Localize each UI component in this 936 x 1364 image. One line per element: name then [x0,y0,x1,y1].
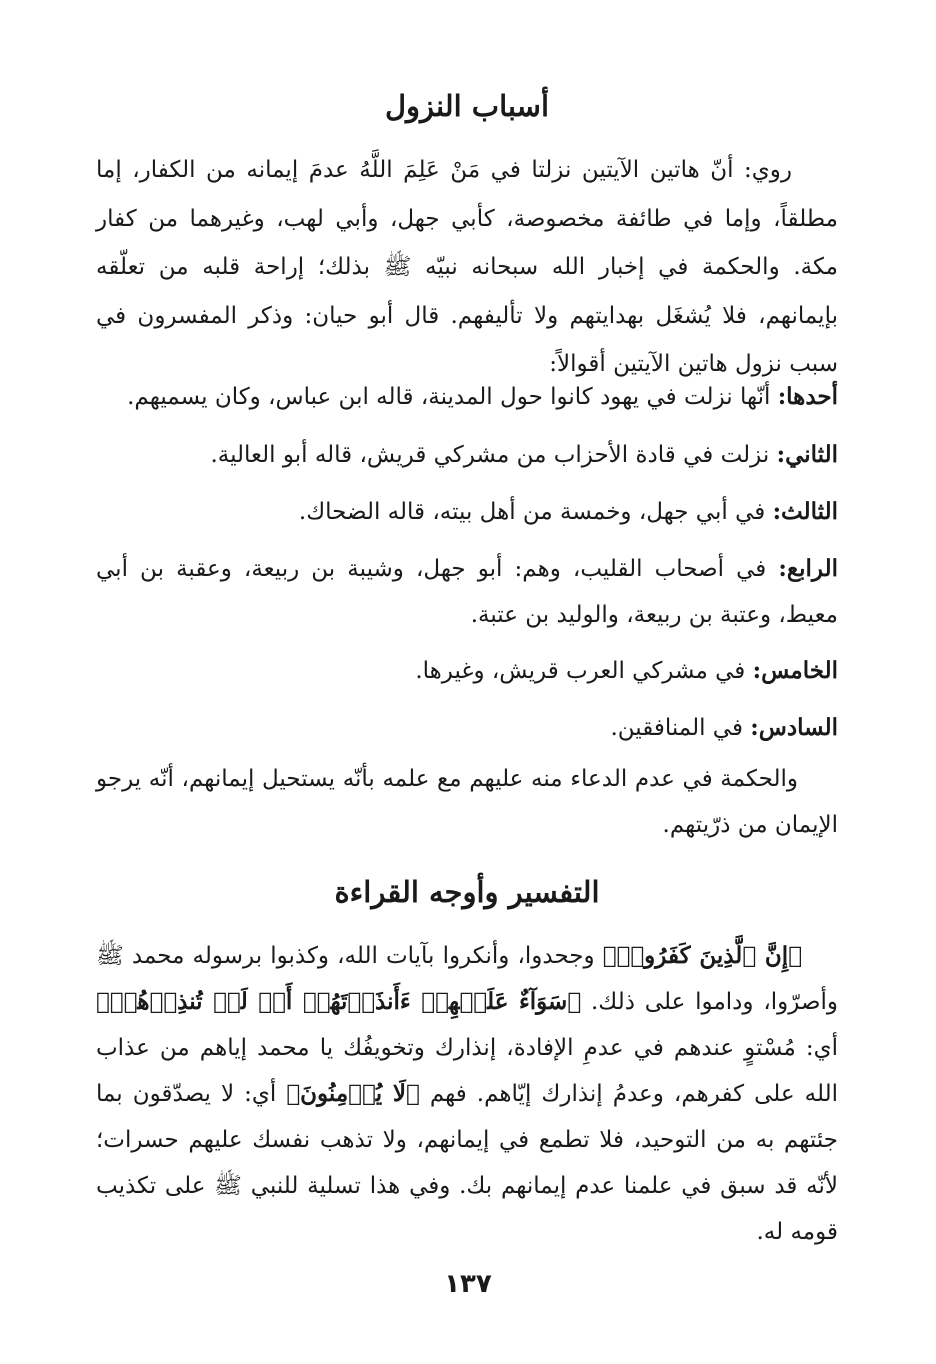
tafsir-text: أي: لا يصدّقون بما جئتهم به من التوحيد، فلا تطمع في إيمانهم، ولا تذهب نفسك عليهم حسرات؛ لأنّه قد سبق في علمنا عدم إيمانهم بك. وفي هذا تسلية للنبي ﷺ على تكذيب قومه له. [96,1081,838,1245]
list-item [96,374,838,420]
item-text: أنّها نزلت في يهود كانوا حول المدينة، قاله ابن عباس، وكان يسميهم. [127,384,778,410]
page-number: ١٣٧ [444,1269,492,1299]
list-item [96,432,838,478]
list-item [96,705,838,751]
quran-verse: ﴿سَوَآءٌ عَلَيۡهِمۡ ءَأَنذَرۡتَهُمۡ أَمۡ لَمۡ تُنذِرۡهُمۡ﴾ [96,988,582,1015]
item-text: نزلت في قادة الأحزاب من مشركي قريش، قاله أبو العالية. [210,442,777,468]
intro-paragraph: روي: أنّ هاتين الآيتين نزلتا في مَنْ عَلِمَ اللَّهُ عدمَ إيمانه من الكفار، إما مطلقاً، وإما في طائفة مخصوصة، كأبي جهل، وأبي لهب، وغيرهما من كفار مكة. والحكمة في إخبار الله سبحانه نبيّه ﷺ بذلك؛ إراحة قلبه من تعلّقه بإيمانهم، فلا يُشغَل بهدايتهم ولا تأليفهم. قال أبو حيان: وذكر المفسرون في سبب نزول هاتين الآيتين أقوالاً: [96,157,838,377]
item-text: في المنافقين. [610,715,751,741]
item-label: السادس: [750,714,838,741]
wisdom-paragraph: والحكمة في عدم الدعاء منه عليهم مع علمه بأنّه يستحيل إيمانهم، أنّه يرجو الإيمان من ذرّيتهم. [96,766,838,838]
item-label: الرابع: [778,555,838,582]
item-label: أحدها: [777,383,838,410]
tafsir-paragraph [96,933,838,1255]
section-title-tafsir: التفسير وأوجه القراءة [334,875,600,909]
tafsir-text: وجحدوا، وأنكروا بآيات الله، وكذبوا برسوله محمد ﷺ وأصرّوا، وداموا على ذلك. [96,943,838,1015]
item-label: الثاني: [776,441,838,468]
section-title-asbab-al-nuzul: أسباب النزول [384,89,550,123]
item-label: الخامس: [752,657,838,684]
quran-verse: ﴿إِنَّ ٱلَّذِينَ كَفَرُوا۟﴾ [602,942,802,969]
tafsir-text: أي: مُسْتوٍ عندهم في عدمِ الإفادة، إنذارك وتخويفُك يا محمد إياهم من عذاب الله على كفرهم، وعدمُ إنذارك إيّاهم. فهم [96,1035,838,1107]
list-item [96,489,838,535]
item-label: الثالث: [772,498,838,525]
list-item [96,648,838,694]
list-item [96,546,838,638]
quran-verse: ﴿لَا يُؤۡمِنُونَ﴾ [286,1080,420,1107]
item-text: في مشركي العرب قريش، وغيرها. [415,658,753,684]
item-text: في أبي جهل، وخمسة من أهل بيته، قاله الضحاك. [298,499,773,525]
item-text: في أصحاب القليب، وهم: أبو جهل، وشيبة بن ربيعة، وعقبة بن أبي معيط، وعتبة بن ربيعة، والوليد بن عتبة. [96,556,838,628]
